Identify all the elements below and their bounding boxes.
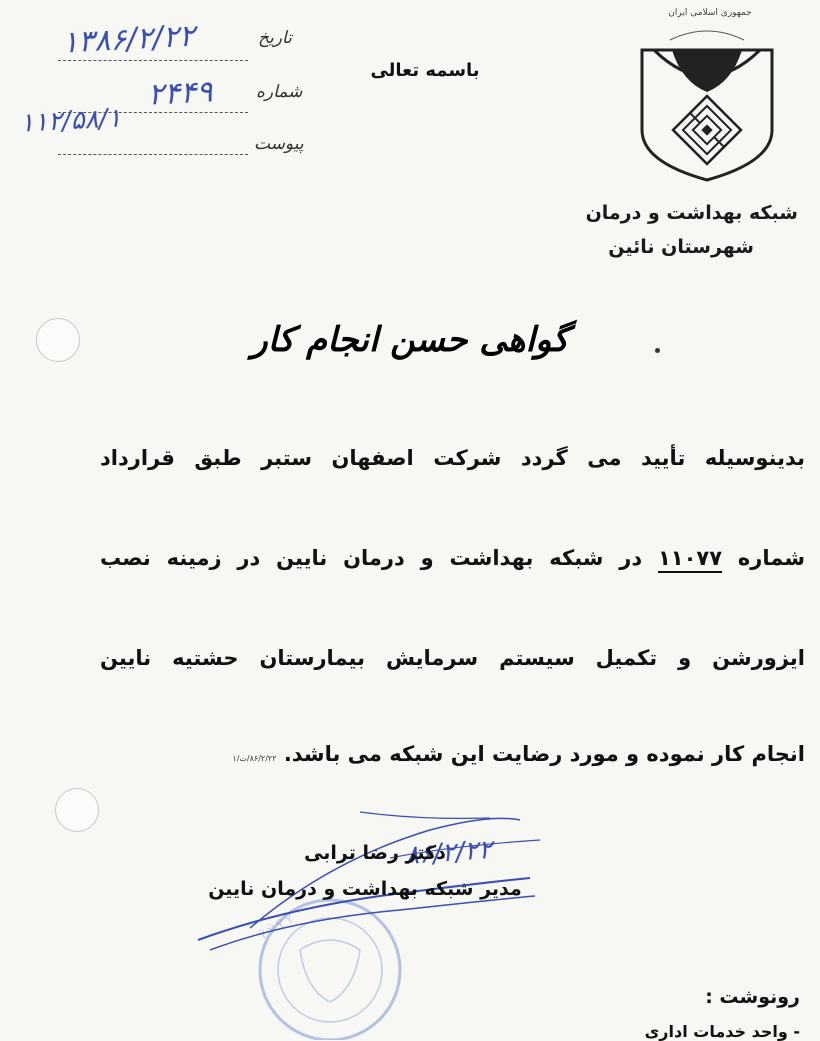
attachment-label: پیوست [254, 134, 304, 154]
logo-caption: جمهوری اسلامی ایران [668, 8, 752, 18]
number-label: شماره [256, 82, 303, 102]
date-line [58, 60, 248, 61]
body-line-3: ایزورشن و تکمیل سیستم سرمایش بیمارستان حشتیه نایین [100, 646, 805, 670]
line2-suffix: در شبکه بهداشت و درمان نایین در زمینه نصب [100, 546, 643, 570]
header-fields [18, 20, 318, 160]
copies-item-1: - واحد خدمات اداری [644, 1022, 800, 1041]
handwritten-signature-date: ۸۶/۲/۲۲ [404, 834, 494, 872]
handwritten-number: ۲۴۴۹ [147, 74, 214, 113]
signatory-role: مدیر شبکه بهداشت و درمان نایین [208, 878, 522, 900]
title-dot [655, 348, 660, 353]
svg-text:Ÿ Ÿ Ÿ Ÿ: Ÿ Ÿ Ÿ Ÿ [257, 912, 296, 943]
contract-number: ۱۱۰۷۷ [657, 546, 723, 570]
date-note: ۸۶/۲/۲۲/ت/۱ [232, 754, 277, 763]
line4-text: انجام کار نموده و مورد رضایت این شبکه می باشد. [283, 742, 805, 766]
date-label: تاریخ [258, 28, 292, 48]
punch-hole-bottom [55, 788, 99, 832]
attachment-line [58, 154, 248, 155]
basmala: باسمه تعالی [370, 60, 480, 81]
body-line-2 [100, 546, 805, 570]
org-line-1: شبکه بهداشت و درمان [585, 202, 798, 224]
document-title: گواهی حسن انجام کار [251, 320, 569, 360]
line2-prefix: شماره [737, 546, 806, 570]
body-line-4 [100, 742, 805, 766]
punch-hole-top [36, 318, 80, 362]
handwritten-date: ۱۳۸۶/۲/۲۲ [61, 18, 196, 61]
signatory-name: دکتر رضا ترابی [304, 842, 446, 864]
copies-title: رونوشت : [705, 986, 800, 1008]
organization-name [586, 196, 798, 264]
body-line-1: بدینوسیله تأیید می گردد شرکت اصفهان ستبر طبق قرارداد [100, 446, 805, 470]
org-line-2: شهرستان نائین [608, 236, 754, 258]
handwritten-number-prefix: ۱۱۲/۵۸/۱ [19, 103, 123, 139]
